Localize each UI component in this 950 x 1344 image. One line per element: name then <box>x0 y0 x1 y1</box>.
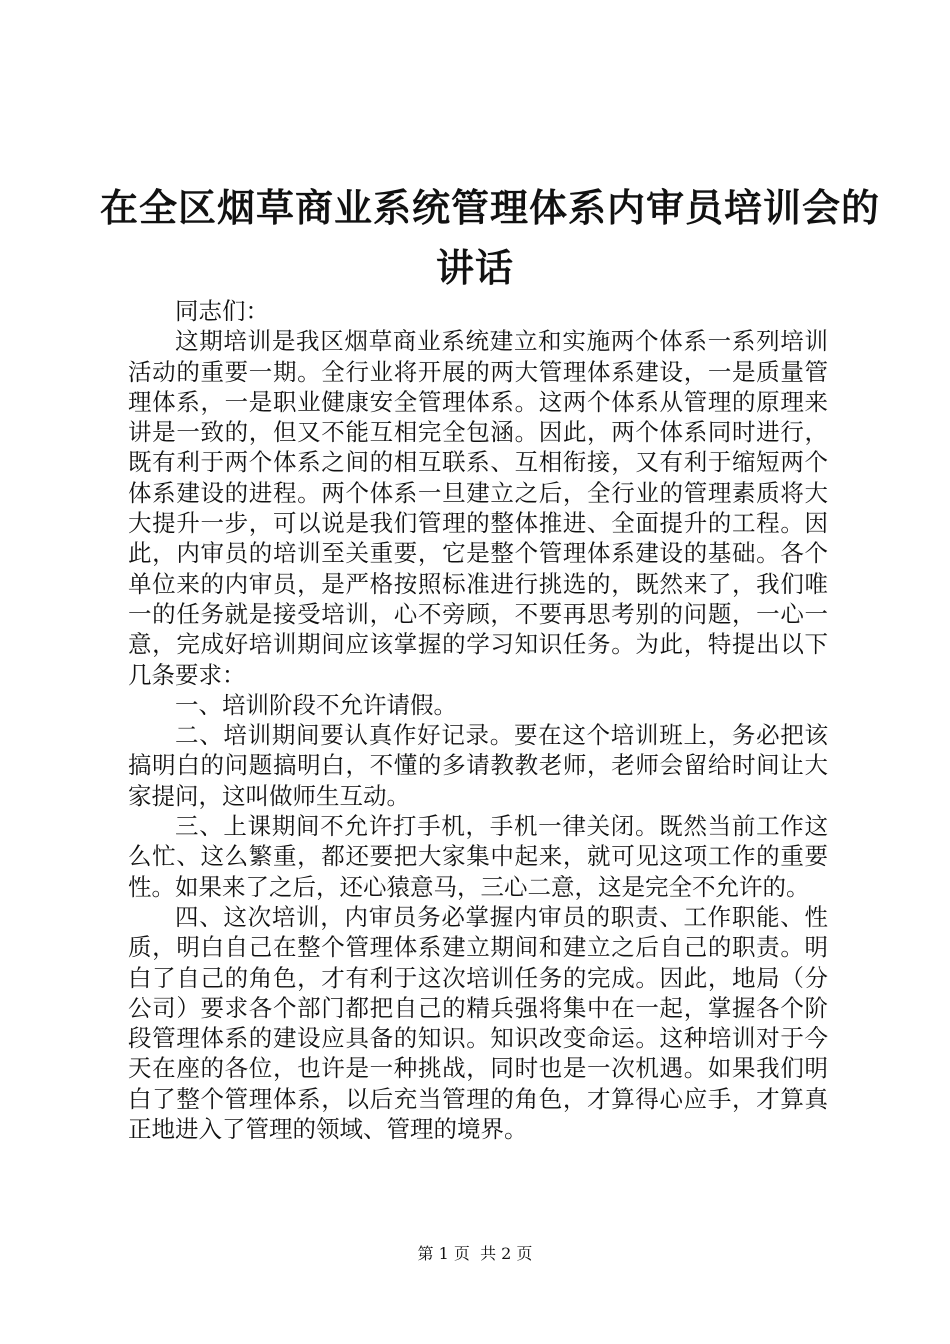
paragraph-requirement-3: 三、上课期间不允许打手机，手机一律关闭。既然当前工作这么忙、这么繁重，都还要把大家集中起来，就可见这项工作的重要性。如果来了之后，还心猿意马，三心二意，这是完全不允许的。 <box>128 812 828 901</box>
page-footer: 第 1 页 共 2 页 <box>417 1244 533 1263</box>
salutation: 同志们： <box>175 297 269 325</box>
paragraph-requirement-2: 二、培训期间要认真作好记录。要在这个培训班上，务必把该搞明白的问题搞明白，不懂的多请教教老师，老师会留给时间让大家提问，这叫做师生互动。 <box>128 721 828 810</box>
document-body <box>128 296 828 1144</box>
paragraph-intro: 这期培训是我区烟草商业系统建立和实施两个体系一系列培训活动的重要一期。全行业将开展的两大管理体系建设，一是质量管理体系，一是职业健康安全管理体系。这两个体系从管理的原理来讲是一致的，但又不能互相完全包涵。因此，两个体系同时进行，既有利于两个体系之间的相互联系、互相衔接，又有利于缩短两个体系建设的进程。两个体系一旦建立之后，全行业的管理素质将大大提升一步，可以说是我们管理的整体推进、全面提升的工程。因此，内审员的培训至关重要，它是整个管理体系建设的基础。各个单位来的内审员，是严格按照标准进行挑选的，既然来了，我们唯一的任务就是接受培训，心不旁顾，不要再思考别的问题，一心一意，完成好培训期间应该掌握的学习知识任务。为此，特提出以下几条要求： <box>128 327 828 689</box>
document-title-line-2: 讲话 <box>435 246 514 290</box>
paragraph-requirement-1: 一、培训阶段不允许请假。 <box>175 690 457 719</box>
document-title-line-1: 在全区烟草商业系统管理体系内审员培训会的 <box>100 186 881 230</box>
paragraph-requirement-4: 四、这次培训，内审员务必掌握内审员的职责、工作职能、性质，明白自己在整个管理体系建立期间和建立之后自己的职责。明白了自己的角色，才有利于这次培训任务的完成。因此，地局（分公司）要求各个部门都把自己的精兵强将集中在一起，掌握各个阶段管理体系的建设应具备的知识。知识改变命运。这种培训对于今天在座的各位，也许是一种挑战，同时也是一次机遇。如果我们明白了整个管理体系，以后充当管理的角色，才算得心应手，才算真正地进入了管理的领域、管理的境界。 <box>128 902 828 1144</box>
